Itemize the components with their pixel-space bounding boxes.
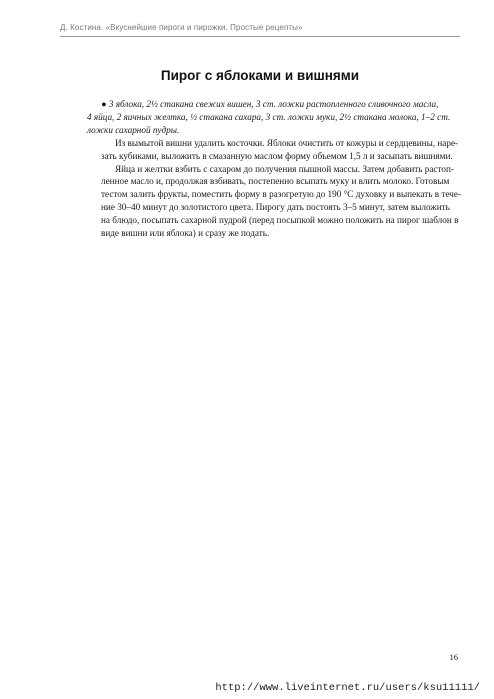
paragraph-line: зать кубиками, выложить в смазанную маслом форму объемом 1,5 л и засыпать вишнями.: [101, 150, 453, 161]
ingredients-line: 4 яйца, 2 яичных желтка, ½ стакана сахара, 3 ст. ложки муки, 2½ стакана молока, 1–2 ст.: [87, 111, 451, 122]
page-number: 16: [449, 652, 458, 662]
header-divider: [60, 36, 460, 37]
bullet-icon: ●: [101, 99, 107, 109]
paragraph-line: Из вымытой вишни удалить косточки. Яблоки очистить от кожуры и сердцевины, наре-: [115, 137, 459, 148]
watermark-url[interactable]: http://www.liveinternet.ru/users/ksu11111/: [215, 682, 480, 694]
recipe-body: [87, 98, 461, 240]
paragraph-line: на блюдо, посыпать сахарной пудрой (перед посыпкой можно положить на пирог шаблон в: [101, 215, 459, 226]
paragraph-line: ние 30–40 минут до золотистого цвета. Пирогу дать постоять 3–5 минут, затем выложить: [101, 202, 450, 213]
paragraph-line: виде вишни или яблока) и сразу же подать.: [101, 228, 270, 239]
paragraph-line: ленное масло и, продолжая взбивать, постепенно всыпать муку и влить молоко. Готовым: [101, 176, 450, 187]
recipe-title: Пирог с яблоками и вишнями: [160, 68, 360, 83]
preparation-paragraph-2: [87, 163, 461, 240]
ingredients-paragraph: [87, 98, 461, 137]
ingredients-line: ложки сахарной пудры.: [87, 124, 180, 135]
running-head: Д. Костина. «Вкуснейшие пироги и пирожки. Простые рецепты»: [60, 23, 303, 32]
ingredients-line-text: 3 яблока, 2½ стакана свежих вишен, 3 ст. ложки растопленного сливочного масла,: [108, 99, 439, 109]
preparation-paragraph-1: [87, 137, 461, 163]
paragraph-line: тестом залить фрукты, поместить форму в разогретую до 190 °С духовку и выпекать в тече-: [101, 189, 462, 200]
ingredients-line: [87, 98, 461, 111]
paragraph-line: Яйца и желтки взбить с сахаром до получения пышной массы. Затем добавить растоп-: [115, 163, 454, 174]
